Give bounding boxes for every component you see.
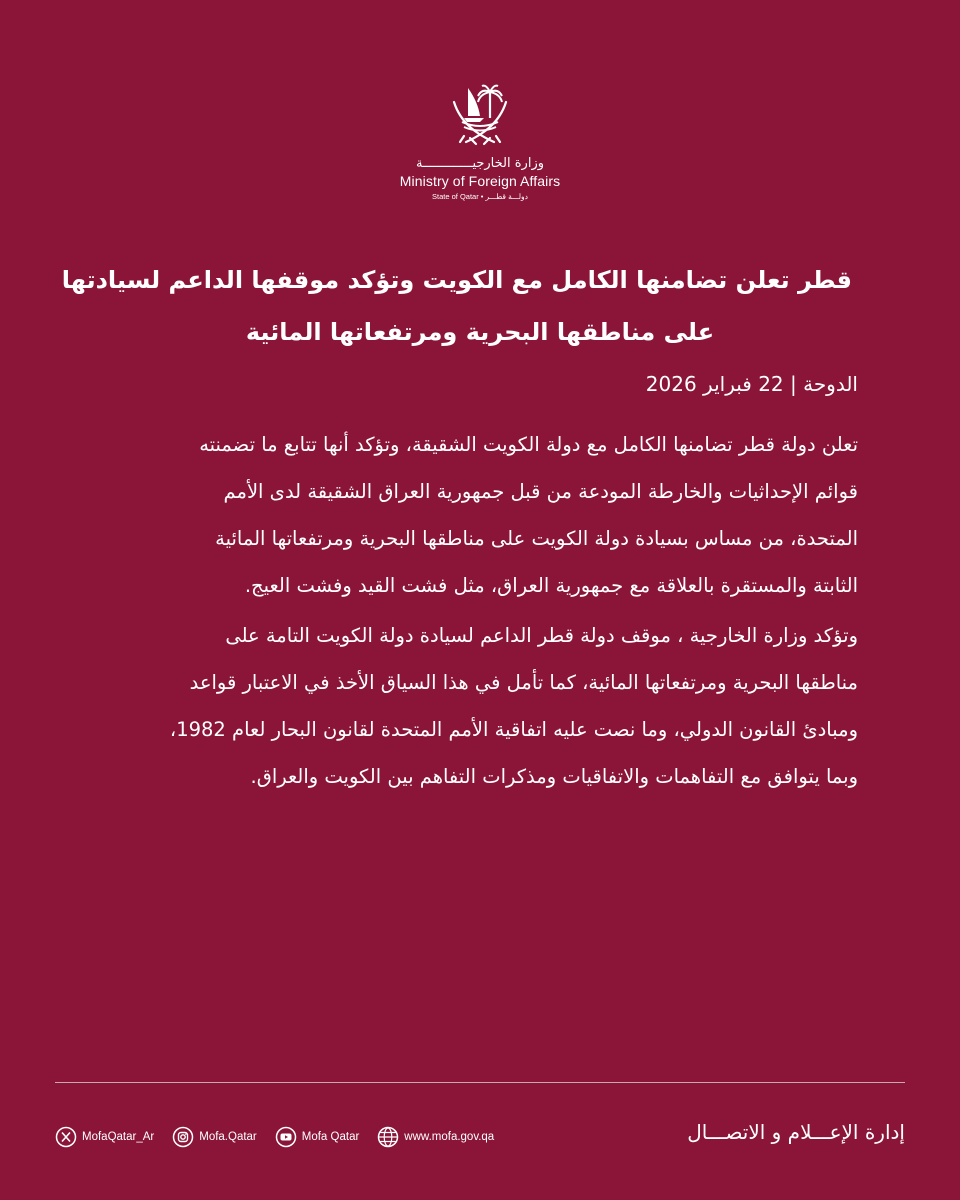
qatar-emblem-icon: [440, 72, 520, 152]
ministry-logo: [0, 72, 960, 201]
social-link-youtube[interactable]: [275, 1126, 360, 1148]
paragraph-2: [102, 612, 858, 800]
press-release-headline: [61, 254, 852, 358]
social-link-website[interactable]: [377, 1126, 494, 1148]
instagram-icon: [172, 1126, 194, 1148]
social-link-x[interactable]: [55, 1126, 154, 1148]
paragraph-line: مناطقها البحرية ومرتفعاتها المائية، كما تأمل في هذا السياق الأخذ في الاعتبار قواعد: [189, 671, 858, 694]
paragraph-line: وبما يتوافق مع التفاهمات والاتفاقيات ومذكرات التفاهم بين الكويت والعراق.: [250, 765, 858, 788]
paragraph-line: تعلن دولة قطر تضامنها الكامل مع دولة الكويت الشقيقة، وتؤكد أنها تتابع ما تضمنته: [199, 433, 858, 456]
ministry-name-english: Ministry of Foreign Affairs: [399, 173, 561, 189]
x-icon: [55, 1126, 77, 1148]
paragraph-1: [102, 421, 858, 609]
paragraph-line: قوائم الإحداثيات والخارطة المودعة من قبل جمهورية العراق الشقيقة لدى الأمم: [223, 480, 858, 503]
paragraph-line: وتؤكد وزارة الخارجية ، موقف دولة قطر الداعم لسيادة دولة الكويت التامة على: [225, 624, 858, 647]
social-handle: MofaQatar_Ar: [82, 1131, 155, 1143]
department-name: إدارة الإعـــلام و الاتصـــال: [687, 1120, 905, 1144]
ministry-name-arabic: وزارة الخارجيـــــــــــــة: [415, 156, 545, 171]
headline-line: قطر تعلن تضامنها الكامل مع الكويت وتؤكد موقفها الداعم لسيادتها: [61, 266, 852, 294]
social-links: [55, 1126, 512, 1148]
paragraph-line: المتحدة، من مساس بسيادة دولة الكويت على مناطقها البحرية ومرتفعاتها المائية: [215, 527, 858, 550]
state-of-qatar-line: State of Qatar • دولـــة قطـــر: [432, 192, 528, 201]
globe-icon: [377, 1126, 399, 1148]
paragraph-line: ومبادئ القانون الدولي، وما نصت عليه اتفاقية الأمم المتحدة لقانون البحار لعام 1982،: [169, 718, 858, 741]
social-handle: Mofa Qatar: [301, 1131, 360, 1143]
website-url: www.mofa.gov.qa: [404, 1131, 495, 1143]
headline-line: على مناطقها البحرية ومرتفعاتها المائية: [245, 318, 715, 346]
paragraph-line: الثابتة والمستقرة بالعلاقة مع جمهورية العراق، مثل فشت القيد وفشت العيج.: [244, 574, 858, 597]
youtube-icon: [275, 1126, 297, 1148]
dateline: الدوحة | 22 فبراير 2026: [645, 372, 858, 396]
social-link-instagram[interactable]: [172, 1126, 257, 1148]
footer-divider: [55, 1082, 905, 1083]
social-handle: Mofa.Qatar: [199, 1131, 257, 1143]
